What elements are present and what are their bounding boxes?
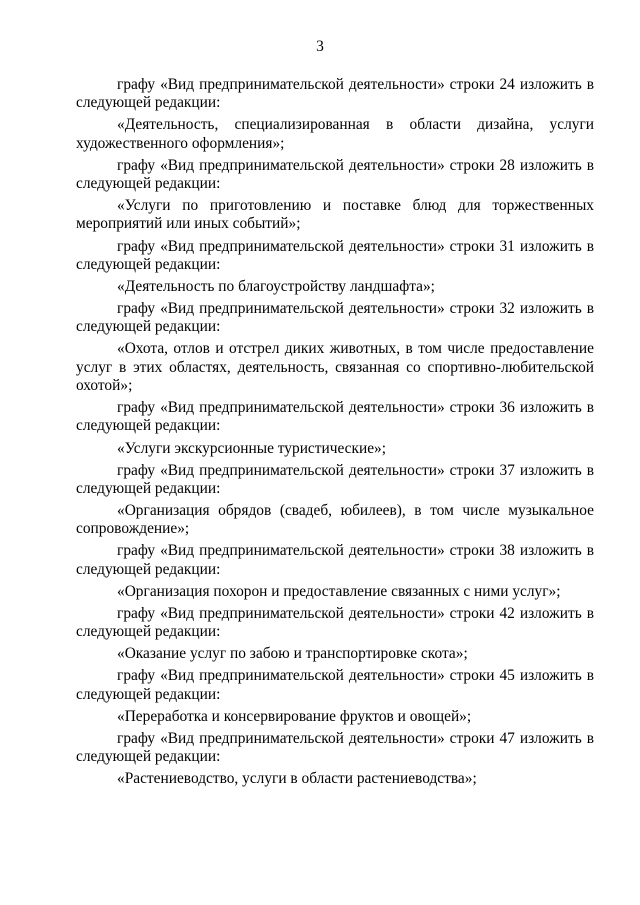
paragraph: «Переработка и консервирование фруктов и овощей»;: [117, 707, 472, 725]
paragraph: графу «Вид предпринимательской деятельности» строки 31 изложить в следующей редакции:: [76, 237, 594, 273]
paragraph: графу «Вид предпринимательской деятельности» строки 28 изложить в следующей редакции:: [76, 156, 594, 193]
page-number: 3: [316, 38, 324, 55]
paragraph: «Услуги по приготовлению и поставке блюд для торжественных мероприятий или иных событий»;: [76, 197, 594, 233]
paragraph: «Услуги экскурсионные туристические»;: [117, 439, 387, 457]
paragraph: «Растениеводство, услуги в области растениеводства»;: [117, 770, 477, 788]
paragraph: «Деятельность, специализированная в области дизайна, услуги художественного оформления»;: [76, 116, 594, 152]
paragraph: «Деятельность по благоустройству ландшафта»;: [117, 277, 435, 295]
paragraph: графу «Вид предпринимательской деятельности» строки 37 изложить в следующей редакции:: [76, 461, 594, 497]
paragraph: графу «Вид предпринимательской деятельности» строки 47 изложить в следующей редакции:: [76, 729, 594, 766]
paragraph: «Оказание услуг по забою и транспортировке скота»;: [117, 645, 468, 663]
paragraph: графу «Вид предпринимательской деятельности» строки 36 изложить в следующей редакции:: [76, 399, 594, 435]
paragraph: графу «Вид предпринимательской деятельности» строки 32 изложить в следующей редакции:: [76, 300, 594, 336]
paragraph: графу «Вид предпринимательской деятельности» строки 24 изложить в следующей редакции:: [76, 76, 594, 112]
document-body: [76, 76, 594, 792]
paragraph: графу «Вид предпринимательской деятельности» строки 42 изложить в следующей редакции:: [76, 604, 594, 641]
paragraph: графу «Вид предпринимательской деятельности» строки 38 изложить в следующей редакции:: [76, 542, 594, 578]
paragraph: «Охота, отлов и отстрел диких животных, в том числе предоставление услуг в этих областях, деятельность, связанная со спортивно-любительской охотой»;: [76, 340, 594, 395]
paragraph: графу «Вид предпринимательской деятельности» строки 45 изложить в следующей редакции:: [76, 667, 594, 703]
paragraph: «Организация похорон и предоставление связанных с ними услуг»;: [117, 582, 561, 600]
paragraph: «Организация обрядов (свадеб, юбилеев), в том числе музыкальное сопровождение»;: [76, 502, 594, 538]
